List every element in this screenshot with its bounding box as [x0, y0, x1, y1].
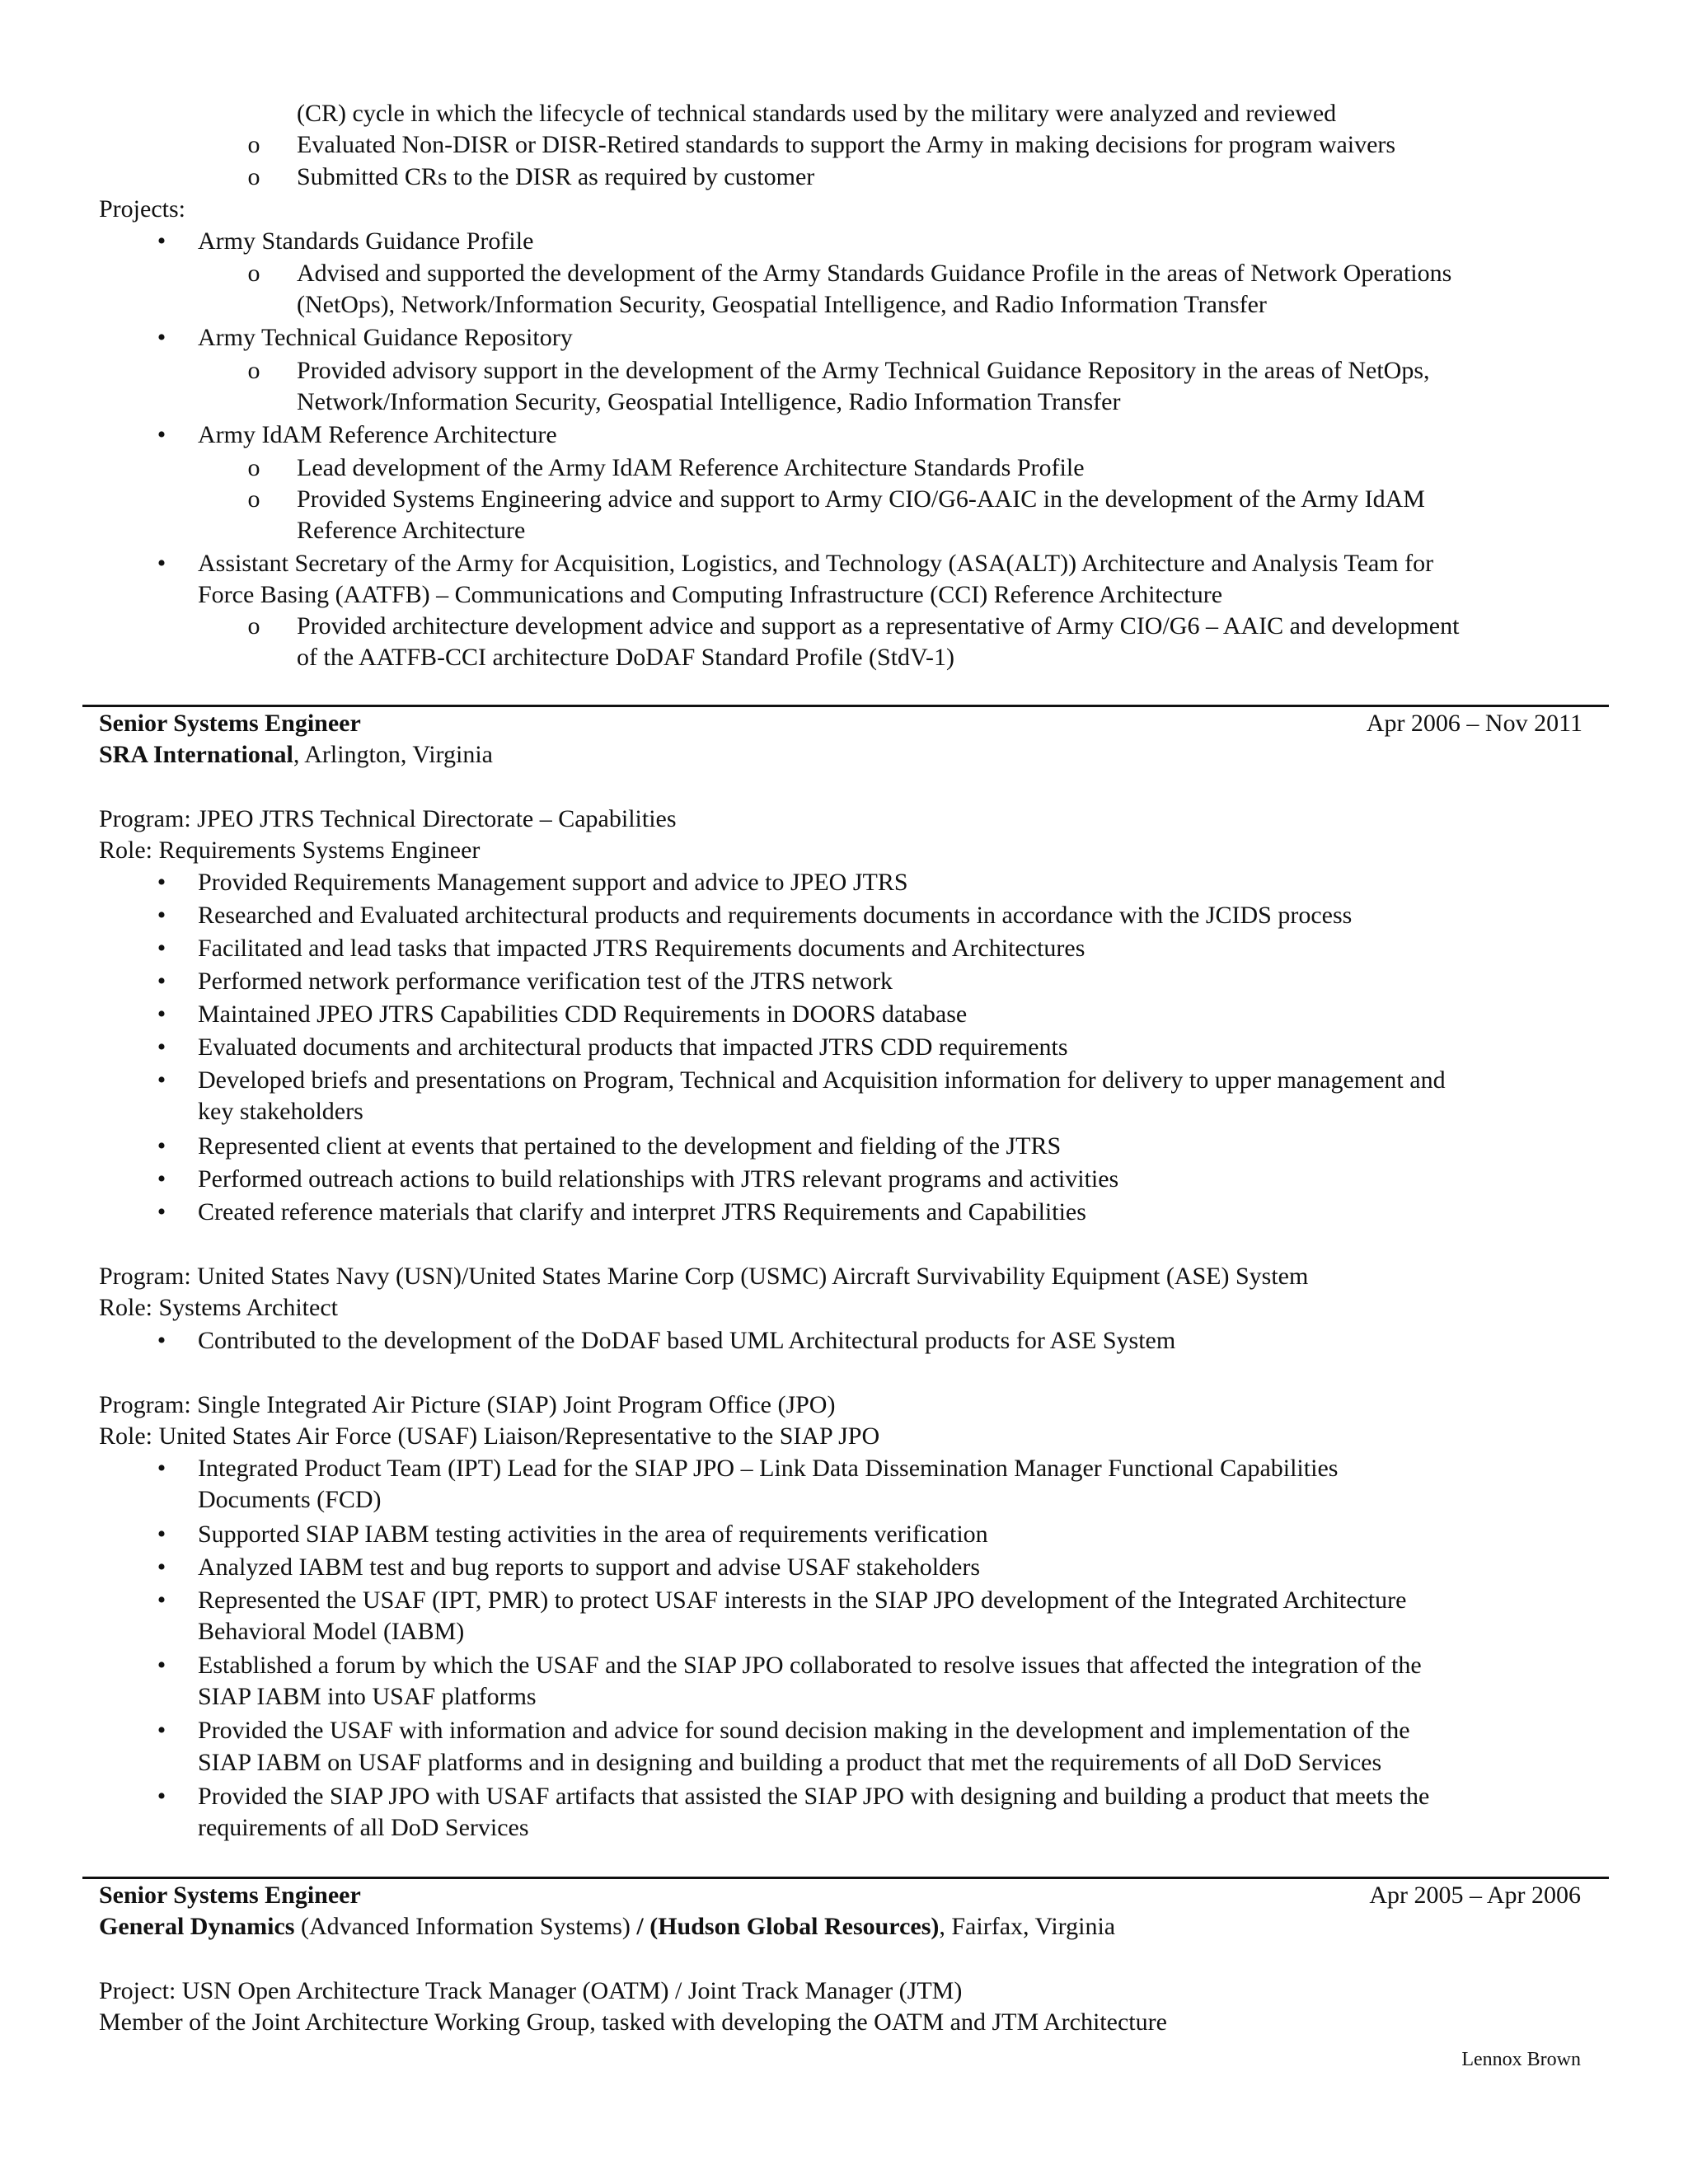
- footer-name: Lennox Brown: [1461, 2049, 1581, 2070]
- text-line: Provided Systems Engineering advice and support to Army CIO/G6-AAIC in the development of the Army IdAM: [297, 485, 1425, 513]
- text-line: Advised and supported the development of the Army Standards Guidance Profile in the areas of Network Operations: [297, 260, 1452, 287]
- bullet-icon: •: [157, 1554, 166, 1581]
- list-item: Performed network performance verification test of the JTRS network: [198, 968, 893, 995]
- section-divider: [82, 1877, 1609, 1879]
- bullet-icon: •: [157, 1652, 166, 1679]
- list-item: Supported SIAP IABM testing activities in the area of requirements verification: [198, 1521, 988, 1548]
- text-line: Network/Information Security, Geospatial Intelligence, Radio Information Transfer: [297, 388, 1121, 415]
- projects-label: Projects:: [99, 195, 185, 223]
- list-item: Evaluated documents and architectural products that impacted JTRS CDD requirements: [198, 1033, 1068, 1061]
- sub-bullet-icon: o: [247, 485, 260, 513]
- bullet-icon: •: [157, 1132, 166, 1160]
- program-line: Program: Single Integrated Air Picture (SIAP) Joint Program Office (JPO): [99, 1391, 836, 1418]
- bullet-icon: •: [157, 935, 166, 962]
- text-line: Reference Architecture: [297, 517, 526, 544]
- text-line: Provided advisory support in the development of the Army Technical Guidance Repository in the areas of NetOps,: [297, 357, 1430, 384]
- list-item: Integrated Product Team (IPT) Lead for the SIAP JPO – Link Data Dissemination Manager Functional Capabilities: [198, 1455, 1339, 1482]
- job-title: Senior Systems Engineer: [99, 710, 361, 737]
- sub-bullet-icon: o: [247, 260, 260, 287]
- bullet-icon: •: [157, 1586, 166, 1614]
- bullet-icon: •: [157, 869, 166, 896]
- member-line: Member of the Joint Architecture Working Group, tasked with developing the OATM and JTM Architecture: [99, 2008, 1167, 2036]
- employer-location: , Arlington, Virginia: [293, 741, 493, 768]
- list-item: Performed outreach actions to build relationships with JTRS relevant programs and activities: [198, 1165, 1119, 1193]
- section-divider: [82, 705, 1609, 707]
- text-line: Provided architecture development advice and support as a representative of Army CIO/G6 – AAIC and development: [297, 612, 1460, 640]
- employer-name: General Dynamics: [99, 1913, 295, 1940]
- employer-separator: /: [636, 1913, 650, 1940]
- bullet-icon: •: [157, 1033, 166, 1061]
- sub-bullet-icon: o: [247, 357, 260, 384]
- sub-bullet-icon: o: [247, 163, 260, 190]
- bullet-icon: •: [157, 421, 166, 448]
- list-item: requirements of all DoD Services: [198, 1814, 529, 1841]
- list-item: Created reference materials that clarify and interpret JTRS Requirements and Capabilities: [198, 1198, 1086, 1226]
- list-item: Maintained JPEO JTRS Capabilities CDD Requirements in DOORS database: [198, 1001, 968, 1028]
- employer-name: SRA International: [99, 741, 293, 768]
- list-item: Contributed to the development of the DoDAF based UML Architectural products for ASE System: [198, 1327, 1176, 1354]
- project-line: Project: USN Open Architecture Track Manager (OATM) / Joint Track Manager (JTM): [99, 1977, 963, 2004]
- bullet-icon: •: [157, 1165, 166, 1193]
- bullet-icon: •: [157, 550, 166, 577]
- employer-agency: (Hudson Global Resources): [649, 1913, 940, 1940]
- list-item: Provided the USAF with information and advice for sound decision making in the development and implementation of the: [198, 1717, 1410, 1744]
- list-item: Represented the USAF (IPT, PMR) to protect USAF interests in the SIAP JPO development of the Integrated Architecture: [198, 1586, 1407, 1614]
- bullet-icon: •: [157, 1066, 166, 1094]
- project-title: Force Basing (AATFB) – Communications and Computing Infrastructure (CCI) Reference Architecture: [198, 581, 1223, 608]
- project-title: Assistant Secretary of the Army for Acquisition, Logistics, and Technology (ASA(ALT)) Architecture and Analysis Team for: [198, 550, 1434, 577]
- employer-division: (Advanced Information Systems): [294, 1913, 637, 1940]
- list-item: Behavioral Model (IABM): [198, 1618, 465, 1645]
- bullet-icon: •: [157, 968, 166, 995]
- bullet-icon: •: [157, 1198, 166, 1226]
- bullet-icon: •: [157, 1521, 166, 1548]
- bullet-icon: •: [157, 1717, 166, 1744]
- project-title: Army Standards Guidance Profile: [198, 227, 534, 255]
- employer-line: [99, 1912, 1115, 1943]
- role-line: Role: Requirements Systems Engineer: [99, 837, 481, 864]
- text-line: (CR) cycle in which the lifecycle of technical standards used by the military were analyzed and reviewed: [297, 100, 1337, 127]
- text-line: of the AATFB-CCI architecture DoDAF Standard Profile (StdV-1): [297, 644, 954, 671]
- text-line: Evaluated Non-DISR or DISR-Retired standards to support the Army in making decisions for program waivers: [297, 131, 1396, 158]
- sub-bullet-icon: o: [247, 454, 260, 481]
- program-line: Program: United States Navy (USN)/United States Marine Corp (USMC) Aircraft Survivability Equipment (ASE) System: [99, 1263, 1309, 1290]
- bullet-icon: •: [157, 227, 166, 255]
- bullet-icon: •: [157, 902, 166, 929]
- list-item: Researched and Evaluated architectural products and requirements documents in accordance with the JCIDS process: [198, 902, 1353, 929]
- project-title: Army Technical Guidance Repository: [198, 324, 573, 351]
- sub-bullet-icon: o: [247, 612, 260, 640]
- list-item: Represented client at events that pertained to the development and fielding of the JTRS: [198, 1132, 1062, 1160]
- list-item: SIAP IABM into USAF platforms: [198, 1683, 537, 1710]
- role-line: Role: United States Air Force (USAF) Liaison/Representative to the SIAP JPO: [99, 1422, 880, 1450]
- list-item: Documents (FCD): [198, 1486, 382, 1513]
- list-item: Developed briefs and presentations on Program, Technical and Acquisition information for delivery to upper management and: [198, 1066, 1446, 1094]
- text-line: Lead development of the Army IdAM Reference Architecture Standards Profile: [297, 454, 1085, 481]
- bullet-icon: •: [157, 1327, 166, 1354]
- project-title: Army IdAM Reference Architecture: [198, 421, 557, 448]
- sub-bullet-icon: o: [247, 131, 260, 158]
- bullet-icon: •: [157, 1455, 166, 1482]
- bullet-icon: •: [157, 324, 166, 351]
- list-item: Facilitated and lead tasks that impacted JTRS Requirements documents and Architectures: [198, 935, 1085, 962]
- text-line: Submitted CRs to the DISR as required by customer: [297, 163, 815, 190]
- text-line: (NetOps), Network/Information Security, Geospatial Intelligence, and Radio Information Transfer: [297, 291, 1267, 318]
- bullet-icon: •: [157, 1783, 166, 1810]
- list-item: key stakeholders: [198, 1098, 363, 1125]
- employer-location: , Fairfax, Virginia: [939, 1913, 1116, 1940]
- list-item: Analyzed IABM test and bug reports to support and advise USAF stakeholders: [198, 1554, 981, 1581]
- job-dates: Apr 2005 – Apr 2006: [1369, 1882, 1581, 1909]
- list-item: Provided the SIAP JPO with USAF artifacts that assisted the SIAP JPO with designing and building a product that meets the: [198, 1783, 1430, 1810]
- program-line: Program: JPEO JTRS Technical Directorate – Capabilities: [99, 805, 677, 832]
- list-item: SIAP IABM on USAF platforms and in designing and building a product that met the requirements of all DoD Services: [198, 1749, 1382, 1776]
- employer-line: [99, 740, 493, 771]
- list-item: Provided Requirements Management support and advice to JPEO JTRS: [198, 869, 908, 896]
- list-item: Established a forum by which the USAF and the SIAP JPO collaborated to resolve issues that affected the integration of the: [198, 1652, 1422, 1679]
- role-line: Role: Systems Architect: [99, 1294, 338, 1321]
- bullet-icon: •: [157, 1001, 166, 1028]
- job-title: Senior Systems Engineer: [99, 1882, 361, 1909]
- job-dates: Apr 2006 – Nov 2011: [1366, 710, 1582, 737]
